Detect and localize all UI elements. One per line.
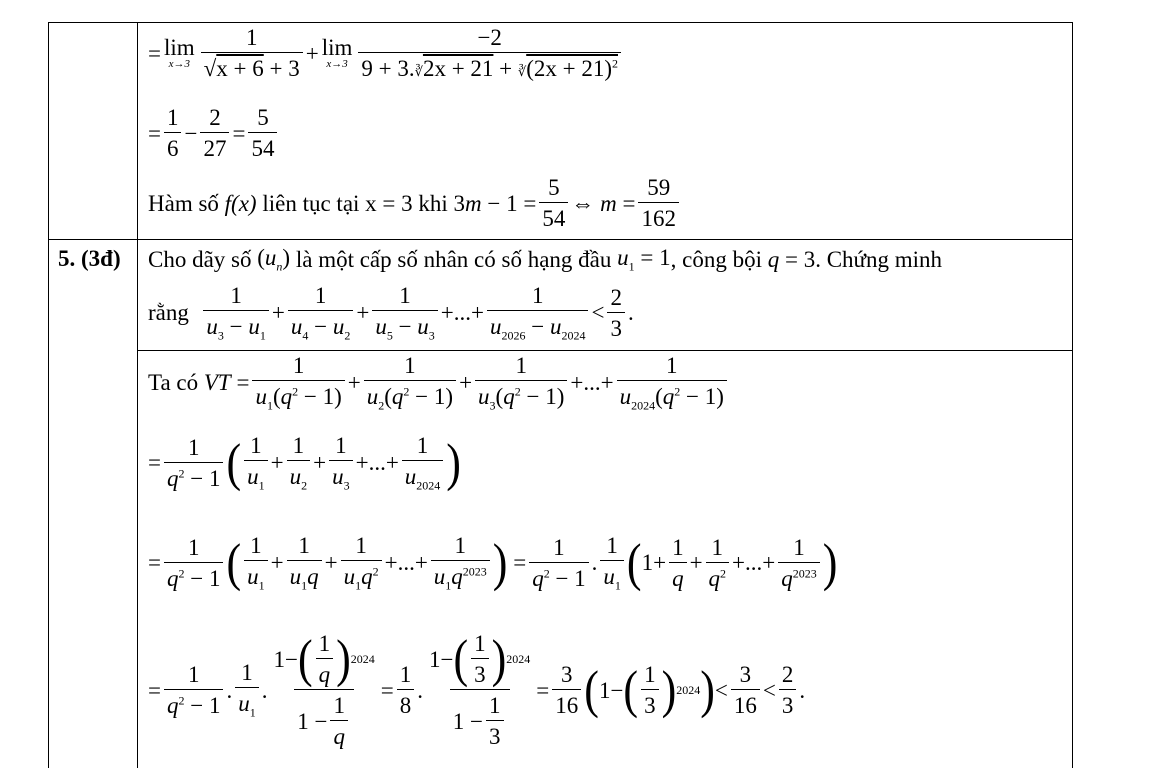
table-border-right <box>1072 22 1073 768</box>
limit-line: = lim x→3 $\frac{1}{√x + 6 + 3}$ + lim x→3 $\frac{-2}{9 + 3.∛2x + 21 + ∛(2x + 21)^2}$ <box>148 26 624 80</box>
limit-result-line: = $\frac{1}{6}$ − $\frac{2}{27}$ = $\frac{5}{54}$ <box>148 106 280 160</box>
continuity-function: f(x) <box>224 190 257 216</box>
table-border-left <box>48 22 49 768</box>
statement-text-b: là một cấp số nhân có số hạng đầu <box>295 246 612 272</box>
solution-line3: = $\frac{1}{q^2 - 1}$ ( $\frac{1}{u_1}$ + $\frac{1}{u_1q}$ + $\frac{1}{u_1q^2}$ +...+ $\frac{1}{u_1q^{2023}}$ ) = $\frac{1}{q^2 - 1}$ . $\frac{1}{u_1}$ ( 1+ $\frac{1}{q}$ + $\frac{1}{q^2}$ +...+ $\frac{1}{q^{2023}}$ ) <box>148 532 838 593</box>
question-statement-line2: rằng $\frac{1}{u_3 - u_1}$ + $\frac{1}{u_4 - u_2}$ + $\frac{1}{u_5 - u_3}$ +...+ $\frac{1}{u_{2026} - u_{2024}}$ < $\frac{2}{3}$ . <box>148 283 634 343</box>
table-border-top <box>48 22 1073 23</box>
solution-intro: Ta có <box>148 370 199 396</box>
table-border-middle <box>137 22 138 768</box>
table-cell-divider <box>137 350 1073 351</box>
continuity-text-a: Hàm số <box>148 190 219 216</box>
table-row-divider <box>48 239 1073 240</box>
solution-line2: = $\frac{1}{q^2 - 1}$ ( $\frac{1}{u_1}$ + $\frac{1}{u_2}$ + $\frac{1}{u_3}$ +...+ $\frac{1}{u_{2024}}$ ) <box>148 432 461 493</box>
m-frac-den: 162 <box>638 202 679 230</box>
statement-text-rang: rằng <box>148 300 189 326</box>
statement-text-d: . Chứng minh <box>815 246 943 272</box>
eq-frac-den: 54 <box>539 202 568 230</box>
statement-text-c: , công bội <box>670 246 762 272</box>
statement-text-a: Cho dãy số <box>148 246 252 272</box>
solution-line4: = $\frac{1}{q^2 - 1}$ . $\frac{1}{u_1}$ . 1− ( $\frac{1}{q}$ ) 2024 1 − $\frac{1}{q}$ = $\frac{1}{8}$ . 1− ( $\frac{1}{3}$ ) 2024 1 − $\frac{1}{3}$ = $\frac{3}{16}$ ( 1− ( $\frac{1}{3}$ ) 2024 ) < $\frac{3}{16}$ < $\frac{2}{3}$ . <box>148 629 806 749</box>
solution-line1: Ta có VT = $\frac{1}{u_1(q^2 - 1)}$ + $\frac{1}{u_2(q^2 - 1)}$ + $\frac{1}{u_3(q^2 - 1)}$ +...+ $\frac{1}{u_{2024}(q^2 - 1)}$ <box>148 354 730 412</box>
question-label: 5. (3đ) <box>58 246 121 271</box>
eq-frac-num: 5 <box>548 175 560 200</box>
continuity-line: Hàm số f(x) liên tục tại x = 3 khi 3m − 1 = $\frac{5}{54}$ ⇔ m = $\frac{59}{162}$ <box>148 176 682 230</box>
m-frac-num: 59 <box>647 175 671 200</box>
question-statement-line1: Cho dãy số $(u_n)$ là một cấp số nhân có số hạng đầu $u_1 = 1$ , công bội q = 3 . Chứng minh <box>148 245 943 274</box>
continuity-text-b: liên tục tại x = 3 khi <box>262 190 448 216</box>
